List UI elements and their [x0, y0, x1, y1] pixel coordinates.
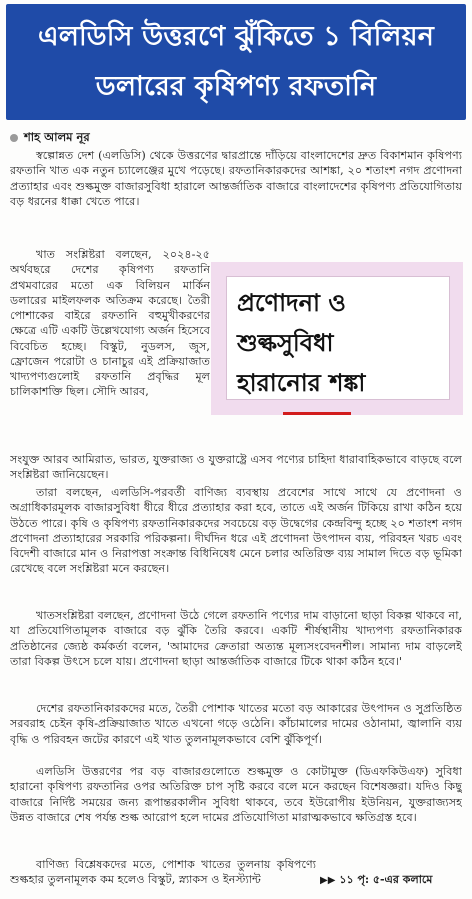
byline [10, 129, 90, 147]
pull-quote-box [211, 262, 463, 415]
paragraph-7-text: বাণিজ্য বিশ্লেষকদের মতে, পোশাক খাতের তুলনায় কৃষিপণ্যে শুল্কহার তুলনামূলক কম হলেও বিস্কুট, স্ন্যাকস ও ইনস্ট্যান্ট [10, 858, 316, 887]
pull-quote-card [226, 276, 450, 400]
narrow-column [10, 247, 210, 450]
author-name: শাহ আলম নূর [24, 129, 90, 144]
double-arrow-icon: ▶▶ [320, 874, 336, 886]
paragraph-5 [10, 701, 462, 763]
paragraph-4-text: খাতসংশ্লিষ্টরা বলছেন, প্রণোদনা উঠে গেলে রফতানি পণ্যের দাম বাড়ানো ছাড়া বিকল্প থাকবে না, যা প্রতিযোগিতামূলক বাজারে বড় ঝুঁকি তৈরি করবে। একটি শীর্ষস্থানীয় খাদ্যপণ্য রফতানিকারক প্রতিষ্ঠানের জ্যেষ্ঠ কর্মকর্তা বলেন, 'আমাদের ক্রেতারা অত্যন্ত মূল্যসংবেদনশীল। সামান্য দাম বাড়লেই তারা বিকল্প উৎসে চলে যায়। প্রণোদনা ছাড়া আন্তর্জাতিক বাজারে টিকে থাকা কঠিন হবে।' [10, 609, 462, 668]
pull-quote-line-1: প্রণোদনা ও [237, 289, 346, 317]
paragraph-3-text: তারা বলছেন, এলডিসি-পরবর্তী বাণিজ্য ব্যবস্থায় প্রবেশের সাথে সাথে যে প্রণোদনা ও অগ্রাধিকারমূলক বাজারসুবিধা ধীরে ধীরে প্রত্যাহার করা হবে, তাতে এই অর্জন টিকিয়ে রাখা কঠিন হয়ে উঠতে পারে। কৃষি ও কৃষিপণ্য রফতানিকারকদের সবচেয়ে বড় উদ্বেগের কেন্দ্রবিন্দু হচ্ছে ২০ শতাংশ নগদ প্রণোদনা প্রত্যাহারের সরকারি পরিকল্পনা। দীর্ঘদিন ধরে এই প্রণোদনা উৎপাদন ব্যয়, পরিবহন খরচ এবং বিদেশী বাজারে মান ও নিরাপত্তা সংক্রান্ত বিধিনিষেধ মেনে চলার অতিরিক্ত ব্যয় সামাল দিতে বড় ভূমিকা রেখেছে বলে সংশ্লিষ্টরা মনে করছেন। [10, 486, 462, 576]
paragraph-5-text: দেশের রফতানিকারকদের মতে, তৈরী পোশাক খাতের মতো বড় আকারের উৎপাদন ও সুপ্রতিষ্ঠিত সরবরাহ চেইন কৃষি-প্রক্রিয়াজাত খাতে এখনো গড়ে ওঠেনি। কাঁচামালের দামের ওঠানামা, জ্বালানি ব্যয় বৃদ্ধি ও পরিবহন জটের কারণে এই খাত তুলনামূলকভাবে বেশি ঝুঁকিপূর্ণ। [10, 702, 462, 746]
continued-label: ১১ পৃ: ৫-এর কলামে [339, 872, 433, 886]
narrow-column-tail [10, 452, 462, 483]
intro-paragraph [10, 148, 462, 247]
narrow-tail-text: সংযুক্ত আরব আমিরাত, ভারত, যুক্তরাজ্য ও যুক্তরাষ্ট্রে এসব পণ্যের চাহিদা ধারাবাহিকভাবে বাড়ছে বলে সংশ্লিষ্টরা জানিয়েছেন। [10, 453, 462, 482]
headline-line-1: এলডিসি উত্তরণে ঝুঁকিতে ১ বিলিয়ন [37, 21, 435, 52]
pull-quote-underline [283, 412, 351, 415]
continued-reference [320, 872, 432, 888]
paragraph-6-text: এলডিসি উত্তরণের পর বড় বাজারগুলোতে শুল্কমুক্ত ও কোটামুক্ত (ডিএফকিউএফ) সুবিধা হারানো কৃষিপণ্য রফতানির ওপর অতিরিক্ত চাপ সৃষ্টি করবে বলে মনে করছেন বিশেষজ্ঞরা। যদিও কিছু বাজারে নির্দিষ্ট সময়ের জন্য রূপান্তরকালীন সুবিধা থাকবে, তবে ইউরোপীয় ইউনিয়ন, যুক্তরাজ্যসহ উন্নত বাজারে শেষ পর্যন্ত শুল্ক আরোপ হলে দামের প্রতিযোগিতা মারাত্মকভাবে ক্ষতিগ্রস্ত হবে। [10, 765, 462, 824]
paragraph-4 [10, 608, 462, 700]
intro-text: স্বল্পোন্নত দেশ (এলডিসি) থেকে উত্তরণের দ্বারপ্রান্তে দাঁড়িয়ে বাংলাদেশের দ্রুত বিকাশমান কৃষিপণ্য রফতানি খাত এক নতুন চ্যালেঞ্জের মুখে পড়েছে। রফতানিকারকদের আশঙ্কা, ২০ শতাংশ নগদ প্রণোদনা প্রত্যাহার এবং শুল্কমুক্ত বাজারসুবিধা হারালে আন্তর্জাতিক বাজারে বাংলাদেশের কৃষিপণ্য প্রতিযোগিতায় বড় ধরনের ধাক্কা খেতে পারে। [10, 149, 462, 208]
pull-quote-text [237, 283, 443, 403]
paragraph-6 [10, 764, 462, 856]
bullet-icon [10, 134, 18, 142]
paragraph-7 [10, 857, 316, 888]
pull-quote-line-3: হারানোর শঙ্কা [237, 369, 366, 397]
headline-banner [6, 4, 466, 120]
pull-quote-line-2: শুল্কসুবিধা [237, 329, 334, 357]
paragraph-3 [10, 485, 462, 607]
headline-line-2: ডলারের কৃষিপণ্য রফতানি [95, 71, 377, 102]
narrow-column-text: খাত সংশ্লিষ্টরা বলছেন, ২০২৪-২৫ অর্থবছরে দেশের কৃষিপণ্য রফতানি প্রথমবারের মতো এক বিলিয়ন মার্কিন ডলারের মাইলফলক অতিক্রম করেছে। তৈরী পোশাকের বাইরে রফতানি বহুমুখীকরণের ক্ষেত্রে এটি একটি উল্লেখযোগ্য অর্জন হিসেবে বিবেচিত হচ্ছে। বিস্কুট, নুডলস, জুস, ফ্রোজেন পরোটা ও চানাচুর এই প্রক্রিয়াজাত খাদ্যপণ্যগুলোই রফতানি প্রবৃদ্ধির মূল চালিকাশক্তি ছিল। সৌদি আরব, [10, 248, 210, 399]
